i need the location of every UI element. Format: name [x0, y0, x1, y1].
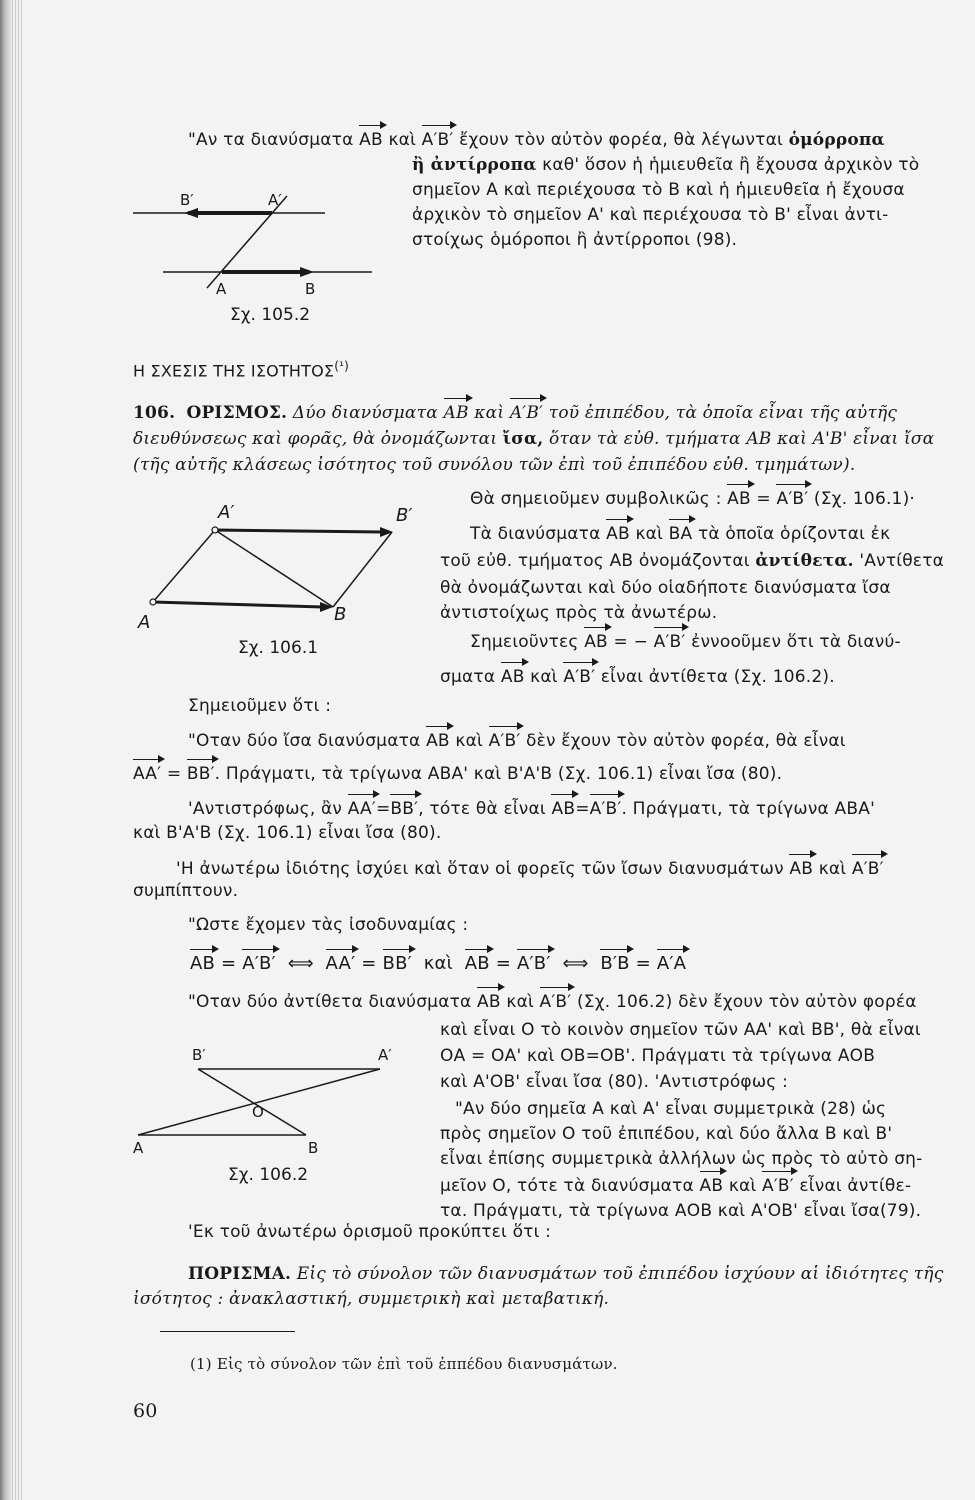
vector-A1B1: A′B′ — [509, 403, 544, 423]
vector-AB: AB — [190, 953, 216, 974]
fig1052-label-B: B — [305, 280, 316, 298]
p3-line3: ΟΑ = ΟΑ' καὶ ΟΒ=ΟΒ'. Πράγματι τὰ τρίγωνα ΑΟΒ — [440, 1046, 876, 1066]
vector-A1B1: A′B′ — [421, 130, 454, 150]
fig1062-caption: Σχ. 106.2 — [228, 1165, 309, 1185]
vector-AA1: AA′ — [325, 953, 356, 974]
vector-BB1: BB′ — [382, 953, 412, 974]
vector-A1B1: A′B′ — [539, 992, 572, 1012]
p1-line2: ἢ ἀντίρροπα καθ' ὅσον ἡ ἡμιευθεῖα ἢ ἔχουσα ἀρχικὸν τὸ — [412, 155, 920, 175]
vector-AB: AB — [584, 632, 608, 652]
vector-BB1: BB′ — [186, 764, 215, 784]
r2-line4: ἀντιστοίχως πρὸς τὰ ἀνωτέρω. — [440, 603, 718, 623]
fig1052-label-A: A — [216, 280, 227, 298]
vector-AB: AB — [426, 731, 450, 751]
fig1052-label-A1: A′ — [268, 191, 282, 209]
vector-A1B1: A′B′ — [563, 667, 596, 687]
footnote-rule — [160, 1331, 295, 1332]
p2-line4: καὶ Β'Α'Β (Σχ. 106.1) εἶναι ἴσα (80). — [133, 823, 442, 843]
p3-line2: καὶ εἶναι Ο τὸ κοινὸν σημεῖον τῶν ΑΑ' καὶ ΒΒ', θὰ εἶναι — [440, 1020, 921, 1040]
vector-AB: AB — [606, 524, 630, 544]
p3-line1: "Οταν δύο ἀντίθετα διανύσματα AB καὶ A′B′ (Σχ. 106.2) δὲν ἔχουν τὸν αὐτὸν φορέα — [188, 992, 917, 1012]
p3-line6: πρὸς σημεῖον Ο τοῦ ἐπιπέδου, καὶ δύο ἄλλα Β καὶ Β' — [440, 1124, 893, 1144]
definition-line2: διευθύνσεως καὶ φορᾶς, θὰ ὀνομάζωνται ἴσα, ὅταν τὰ εὐθ. τμήματα ΑΒ καὶ Α'Β' εἶναι ἴσα — [133, 429, 935, 449]
vector-AB: AB — [464, 953, 490, 974]
r1-line: Θὰ σημειοῦμεν συμβολικῶς : AB = A′B′ (Σχ. 106.1)· — [470, 489, 916, 509]
equivalences: AB = A′B′ ⟺ AA′ = BB′ καὶ AB = A′B′ ⟺ B′B = A′A — [190, 953, 687, 974]
p2-line1: "Οταν δύο ἴσα διανύσματα AB καὶ A′B′ δὲν ἔχουν τὸν αὐτὸν φορέα, θὰ εἶναι — [188, 731, 846, 751]
p3-line8: μεῖον Ο, τότε τὰ διανύσματα AB καὶ A′B′ εἶναι ἀντίθε- — [440, 1176, 912, 1196]
vector-AB: AB — [359, 130, 383, 150]
fig1062-label-A1: A′ — [378, 1046, 392, 1064]
definition-line3: (τῆς αὐτῆς κλάσεως ἰσότητος τοῦ συνόλου τῶν ἐπὶ τοῦ ἐπιπέδου εὐθ. τμημάτων). — [133, 455, 856, 475]
vector-B1B: B′B — [600, 953, 630, 974]
vector-AB: AB — [699, 1176, 724, 1196]
fig1061-label-A1: A′ — [218, 502, 235, 523]
r2-line5: Σημειοῦντες AB = − A′B′ ἐννοοῦμεν ὅτι τὰ διανύ- — [470, 632, 901, 652]
fig1061-label-A: A — [138, 612, 151, 633]
fig1061-label-B: B — [334, 604, 347, 625]
vector-A1A: A′A — [656, 953, 687, 974]
p3-line10: 'Εκ τοῦ ἀνωτέρω ὁρισμοῦ προκύπτει ὅτι : — [188, 1222, 552, 1242]
vector-AA1: AA′ — [347, 799, 376, 819]
note-intro: Σημειοῦμεν ὅτι : — [188, 696, 332, 716]
vector-A1B1: A′B′ — [488, 731, 521, 751]
vector-A1B1: A′B′ — [653, 632, 686, 652]
footnote: (1) Εἰς τὸ σύνολον τῶν ἐπὶ τοῦ ἐππέδου διανυσμάτων. — [190, 1355, 618, 1373]
page-number: 60 — [133, 1400, 158, 1422]
p2-line5: 'Η ἀνωτέρω ἰδιότης ἰσχύει καὶ ὅταν οἱ φορεῖς τῶν ἴσων διανυσμάτων AB καὶ A′B′ — [176, 859, 884, 879]
porisma-line2: ἰσότητος : ἀνακλαστική, συμμετρικὴ καὶ μεταβατική. — [133, 1289, 610, 1309]
vector-A1B1: A′B′ — [762, 1176, 794, 1196]
fig1062-label-B: B — [308, 1139, 319, 1157]
vector-A1B1: A′B′ — [242, 953, 276, 974]
p2-line7: "Ωστε ἔχομεν τὰς ἰσοδυναμίας : — [188, 915, 469, 935]
vector-AB: AB — [789, 859, 814, 879]
r2-line3: θὰ ὀνομάζωνται καὶ δύο οἱαδήποτε διανύσματα ἴσα — [440, 578, 891, 598]
vector-AB: AB — [551, 799, 576, 819]
vector-BA: BA — [668, 524, 693, 544]
vector-A1B1: A′B′ — [776, 489, 809, 509]
fig1062-label-O: O — [252, 1103, 264, 1121]
vector-AB: AB — [443, 403, 469, 423]
fig1061-label-B1: B′ — [396, 505, 413, 526]
p3-line4: καὶ Α'ΟΒ' εἶναι ἴσα (80). 'Αντιστρόφως : — [440, 1072, 788, 1092]
p3-line9: τα. Πράγματι, τὰ τρίγωνα ΑΟΒ καὶ Α'ΟΒ' εἶναι ἴσα(79). — [440, 1201, 922, 1221]
vector-A1B1: A′B′ — [851, 859, 884, 879]
p1-line3: σημεῖον Α καὶ περιέχουσα τὸ Β καὶ ἡ ἡμιευθεῖα ἡ ἔχουσα — [412, 180, 905, 200]
fig1062-label-B1: B′ — [192, 1046, 206, 1064]
p2-line6: συμπίπτουν. — [133, 881, 239, 901]
vector-AB: AB — [727, 489, 751, 509]
vector-AB: AB — [500, 667, 525, 687]
vector-AB: AB — [477, 992, 501, 1012]
p3-line5: "Αν δύο σημεῖα Α καὶ Α' εἶναι συμμετρικὰ (28) ὡς — [455, 1099, 887, 1119]
r2-line2: τοῦ εὐθ. τμήματος ΑΒ ὀνομάζονται ἀντίθετα. 'Αντίθετα — [440, 551, 945, 571]
vector-AA1: AA′ — [133, 764, 162, 784]
vector-A1B1: A′B′ — [589, 799, 622, 819]
fig1062-line-AA1 — [138, 1069, 380, 1135]
vector-A1B1: A′B′ — [516, 953, 551, 974]
porisma-line1: ΠΟΡΙΣΜΑ. Εἰς τὸ σύνολον τῶν διανυσμάτων τοῦ ἐπιπέδου ἰσχύουν αἱ ἰδιότητες τῆς — [188, 1264, 944, 1284]
p2-line2: AA′ = BB′. Πράγματι, τὰ τρίγωνα ΑΒΑ' καὶ Β'Α'Β (Σχ. 106.1) εἶναι ἴσα (80). — [133, 764, 783, 784]
p1-line5: στοίχως ὁμόροποι ἢ ἀντίρροποι (98). — [412, 230, 738, 250]
definition-line1: 106. ΟΡΙΣΜΟΣ. Δύο διανύσματα AB καὶ A′B′ τοῦ ἐπιπέδου, τὰ ὁποῖα εἶναι τῆς αὐτῆς — [133, 403, 898, 423]
r2-line6: σματα AB καὶ A′B′ εἶναι ἀντίθετα (Σχ. 106.2). — [440, 667, 835, 687]
fig1062-label-A: A — [133, 1139, 144, 1157]
fig1052-caption: Σχ. 105.2 — [230, 305, 311, 325]
r2-line1: Τὰ διανύσματα AB καὶ BA τὰ ὁποῖα ὁρίζονται ἐκ — [470, 524, 891, 544]
section-title: Η ΣΧΕΣΙΣ ΤΗΣ $I\Sigma OTHTO\Sigma^{(^1)}$ — [133, 359, 350, 381]
fig1062-line-BB1 — [198, 1069, 306, 1135]
p1-line4: ἀρχικὸν τὸ σημεῖον Α' καὶ περιέχουσα τὸ Β' εἶναι ἀντι- — [412, 205, 889, 225]
p3-line7: εἶναι ἐπίσης συμμετρικὰ ἀλλήλων ὡς πρὸς τὸ αὐτὸ ση- — [440, 1149, 923, 1169]
fig1061-caption: Σχ. 106.1 — [238, 638, 319, 658]
vector-BB1: BB′ — [390, 799, 419, 819]
p1-line1: "Αν τα διανύσματα AB καὶ A′B′ ἔχουν τὸν αὐτὸν φορέα, θὰ λέγωνται ὁμόρροπα — [188, 130, 885, 150]
fig1052-label-B1: B′ — [180, 191, 194, 209]
p2-line3: 'Αντιστρόφως, ἂν AA′=BB′, τότε θὰ εἶναι AB=A′B′. Πράγματι, τὰ τρίγωνα ΑΒΑ' — [188, 799, 875, 819]
